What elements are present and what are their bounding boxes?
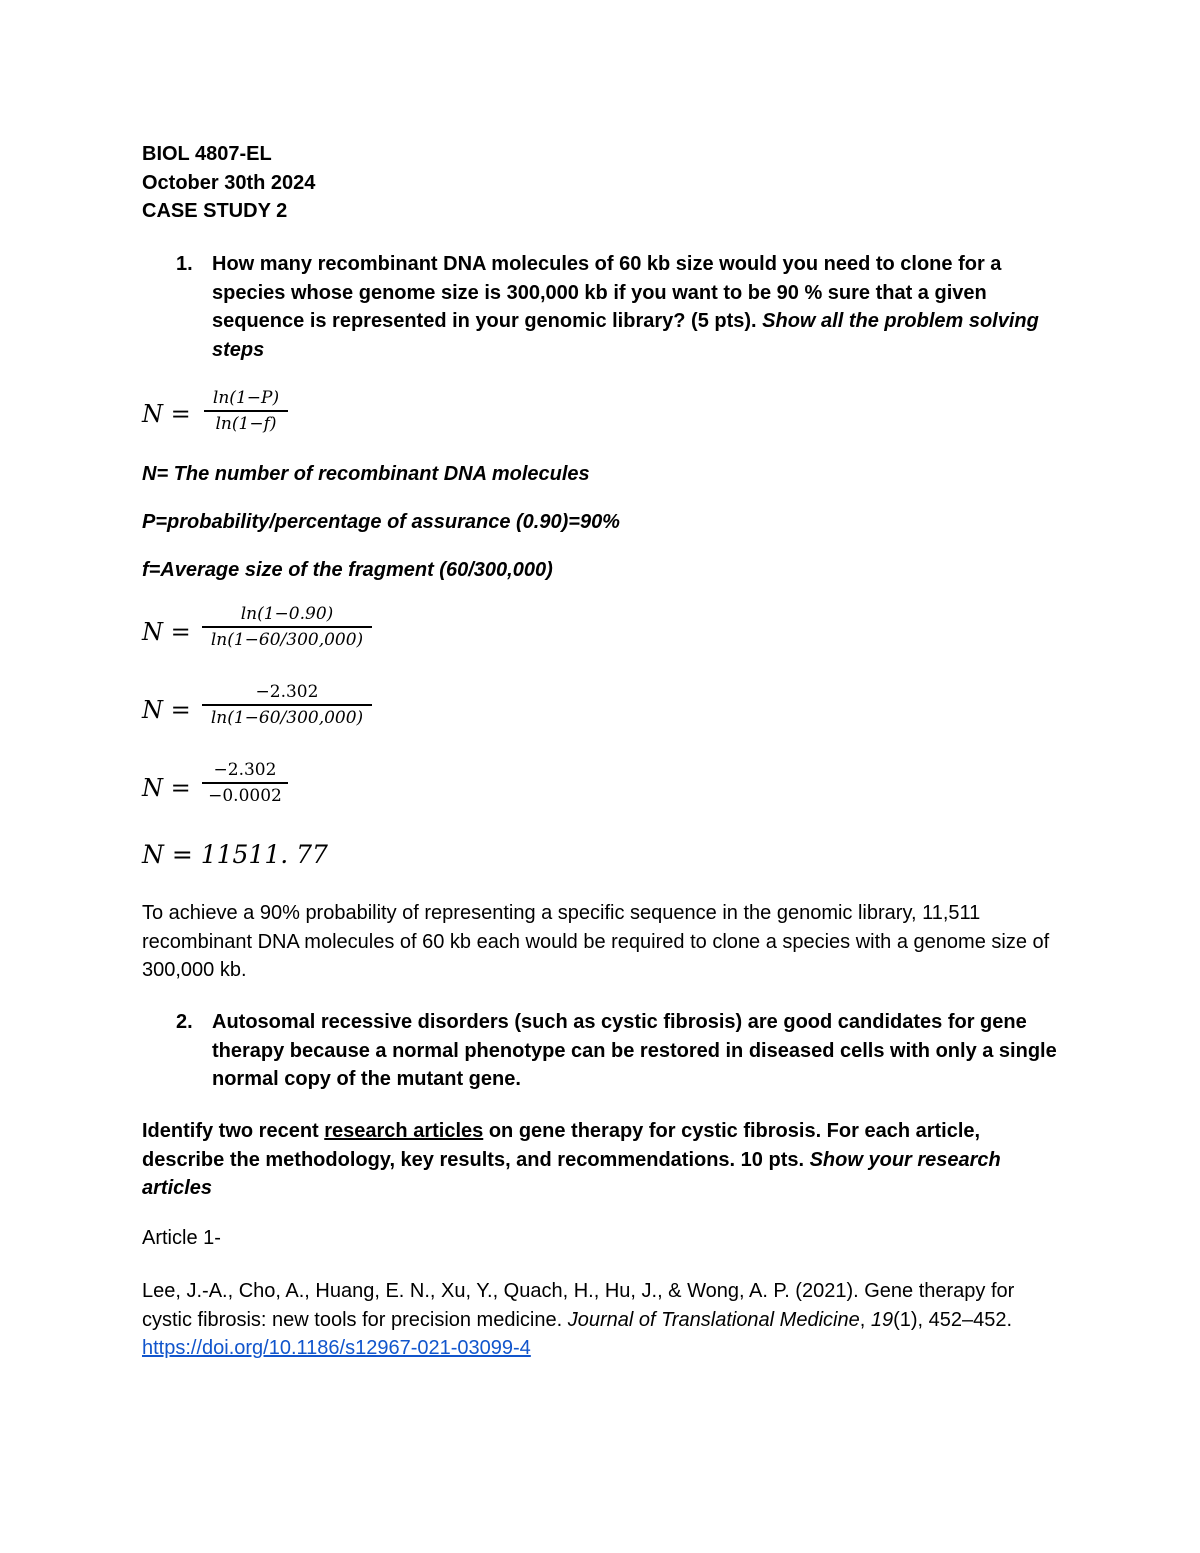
formula-numerator: ln(1−P) bbox=[212, 388, 280, 408]
conclusion-paragraph: To achieve a 90% probability of representing a specific sequence in the genomic library, 11,511 recombinant DNA molecules of 60 kb each would be required to clone a species with a genome size of 300,000 kb. bbox=[142, 902, 1050, 981]
step-2-fraction bbox=[202, 682, 372, 728]
task-paragraph bbox=[142, 1117, 1062, 1203]
document-date: October 30th 2024 bbox=[142, 172, 316, 194]
question-1-text bbox=[212, 250, 1072, 364]
step-1-numerator: ln(1−0.90) bbox=[240, 604, 334, 624]
question-2-text: Autosomal recessive disorders (such as cystic fibrosis) are good candidates for gene therapy because a normal phenotype can be restored in diseased cells with only a single normal copy of the mutant gene. bbox=[212, 1011, 1057, 1090]
step-2-lhs: N = bbox=[142, 696, 191, 724]
question-1-body: How many recombinant DNA molecules of 60 kb size would you need to clone for a species whose genome size is 300,000 kb if you want to be 90 % sure that a given sequence is represented in your genomic library? (5 pts). bbox=[212, 253, 1002, 332]
task-underlined: research articles bbox=[324, 1120, 484, 1142]
citation-issue-pages: (1), 452–452. bbox=[893, 1308, 1013, 1331]
citation-doi-link[interactable]: https://doi.org/10.1186/s12967-021-03099-4 bbox=[142, 1337, 531, 1359]
task-emphasis: Show your research articles bbox=[142, 1148, 1001, 1199]
question-1-number: 1. bbox=[176, 253, 193, 275]
step-1-denominator: ln(1−60/300,000) bbox=[202, 626, 372, 650]
citation-sep: , bbox=[859, 1308, 871, 1331]
step-1-fraction bbox=[202, 604, 372, 650]
step-1-lhs: N = bbox=[142, 618, 191, 646]
step-2-numerator: −2.302 bbox=[255, 682, 319, 702]
formula-lhs: N = bbox=[142, 400, 191, 428]
definition-n: N= The number of recombinant DNA molecules bbox=[142, 463, 590, 485]
definition-f: f=Average size of the fragment (60/300,000) bbox=[142, 559, 553, 581]
step-2-denominator: ln(1−60/300,000) bbox=[202, 704, 372, 728]
article-1-citation bbox=[142, 1277, 1062, 1363]
step-3-fraction bbox=[202, 760, 288, 806]
task-middle: on gene therapy for cystic fibrosis. For each article, describe the methodology, key results, and recommendations. 10 pts. bbox=[142, 1120, 981, 1171]
formula-denominator: ln(1−f) bbox=[204, 410, 288, 434]
formula-fraction bbox=[204, 388, 288, 434]
question-1-emphasis: Show all the problem solving steps bbox=[212, 310, 1039, 361]
citation-text: Lee, J.-A., Cho, A., Huang, E. N., Xu, Y., Quach, H., Hu, J., & Wong, A. P. (2021). Gene therapy for cystic fibrosis: new tools for precision medicine. bbox=[142, 1280, 1015, 1331]
citation-volume: 19 bbox=[870, 1308, 894, 1331]
question-2-number: 2. bbox=[176, 1011, 193, 1033]
document-title: CASE STUDY 2 bbox=[142, 200, 288, 222]
step-3-numerator: −2.302 bbox=[213, 760, 277, 780]
definition-p: P=probability/percentage of assurance (0.90)=90% bbox=[142, 511, 620, 533]
citation-journal: Journal of Translational Medicine bbox=[567, 1308, 860, 1331]
step-3-denominator: −0.0002 bbox=[202, 782, 288, 806]
step-3-lhs: N = bbox=[142, 774, 191, 802]
course-code: BIOL 4807-EL bbox=[142, 143, 272, 165]
final-result: N = 11511. 77 bbox=[142, 840, 328, 869]
article-1-label: Article 1- bbox=[142, 1227, 221, 1249]
task-prefix: Identify two recent bbox=[142, 1120, 325, 1142]
